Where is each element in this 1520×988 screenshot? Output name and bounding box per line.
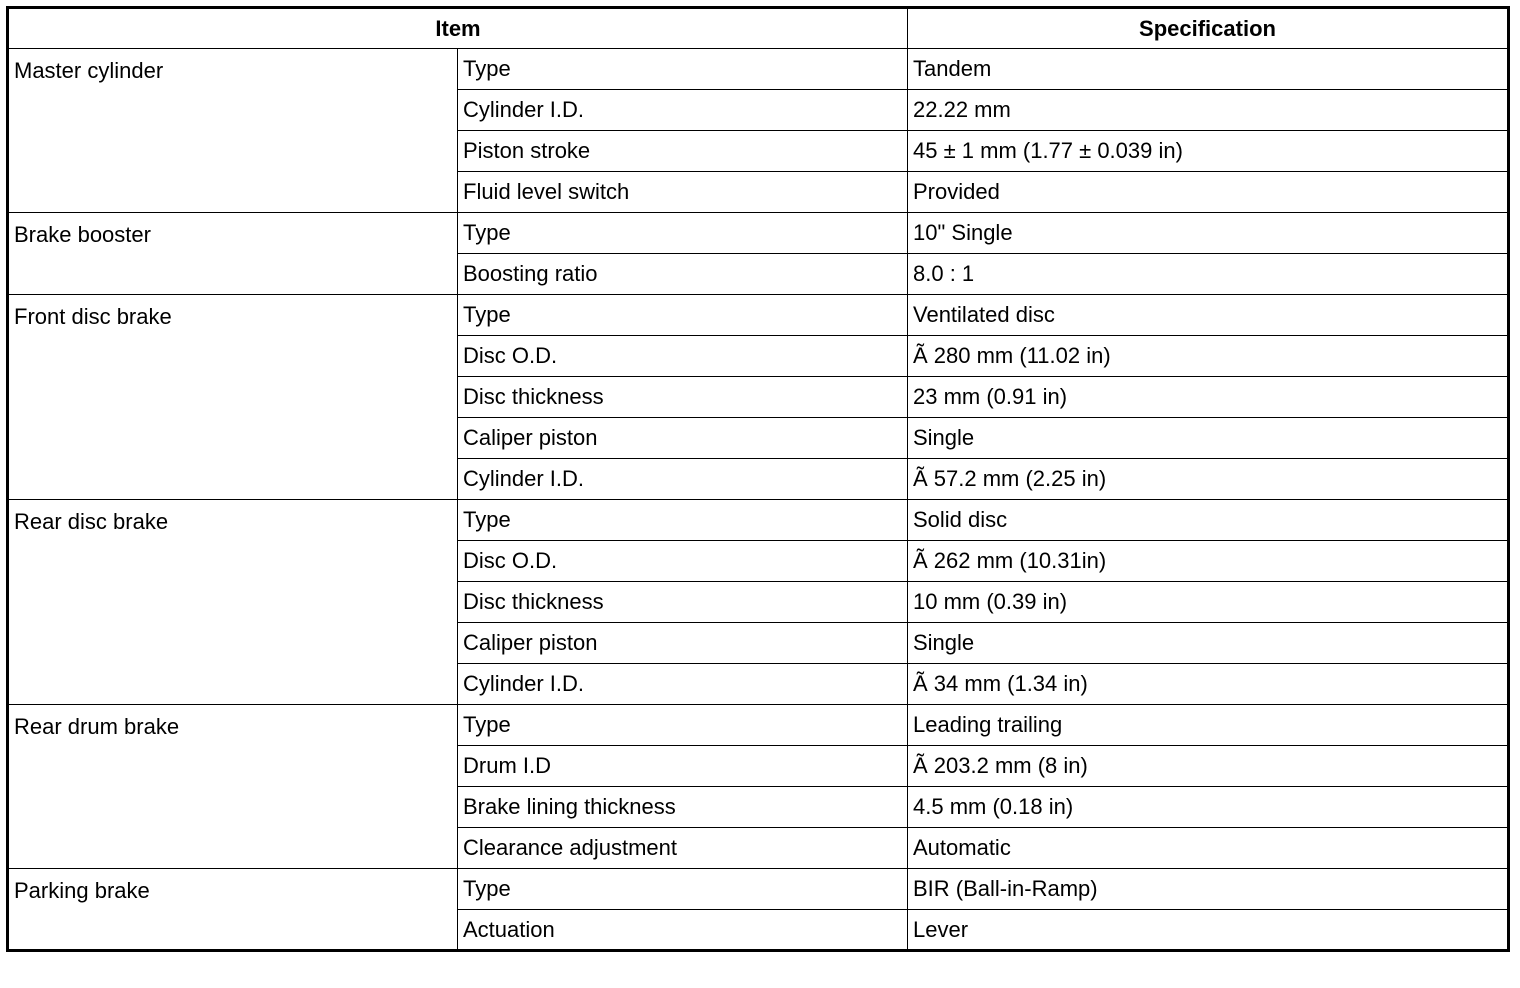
spec-body (8, 49, 1509, 951)
spec-cell: 10 mm (0.39 in) (908, 582, 1509, 623)
group-name-cell: Master cylinder (8, 49, 458, 213)
spec-cell: 22.22 mm (908, 90, 1509, 131)
group-name-cell: Parking brake (8, 869, 458, 951)
item-cell: Type (458, 500, 908, 541)
group-name-cell: Brake booster (8, 213, 458, 295)
spec-cell: Ã 57.2 mm (2.25 in) (908, 459, 1509, 500)
header-specification: Specification (908, 8, 1509, 49)
spec-cell: Ã 34 mm (1.34 in) (908, 664, 1509, 705)
item-cell: Caliper piston (458, 623, 908, 664)
table-row (8, 213, 1509, 254)
spec-cell: Tandem (908, 49, 1509, 90)
header-item: Item (8, 8, 908, 49)
spec-cell: Provided (908, 172, 1509, 213)
item-cell: Disc thickness (458, 377, 908, 418)
item-cell: Actuation (458, 910, 908, 951)
item-cell: Type (458, 213, 908, 254)
item-cell: Cylinder I.D. (458, 664, 908, 705)
spec-cell: Single (908, 623, 1509, 664)
item-cell: Type (458, 869, 908, 910)
item-cell: Caliper piston (458, 418, 908, 459)
item-cell: Cylinder I.D. (458, 90, 908, 131)
spec-table (6, 6, 1510, 952)
spec-cell: 10" Single (908, 213, 1509, 254)
item-cell: Boosting ratio (458, 254, 908, 295)
spec-cell: 8.0 : 1 (908, 254, 1509, 295)
spec-cell: Ã 262 mm (10.31in) (908, 541, 1509, 582)
group-name-cell: Rear drum brake (8, 705, 458, 869)
spec-cell: Leading trailing (908, 705, 1509, 746)
item-cell: Type (458, 49, 908, 90)
spec-cell: BIR (Ball-in-Ramp) (908, 869, 1509, 910)
spec-cell: 45 ± 1 mm (1.77 ± 0.039 in) (908, 131, 1509, 172)
item-cell: Disc O.D. (458, 336, 908, 377)
table-row (8, 869, 1509, 910)
item-cell: Disc O.D. (458, 541, 908, 582)
spec-cell: Ventilated disc (908, 295, 1509, 336)
item-cell: Clearance adjustment (458, 828, 908, 869)
item-cell: Type (458, 295, 908, 336)
item-cell: Drum I.D (458, 746, 908, 787)
item-cell: Fluid level switch (458, 172, 908, 213)
spec-cell: Single (908, 418, 1509, 459)
table-row (8, 500, 1509, 541)
item-cell: Brake lining thickness (458, 787, 908, 828)
item-cell: Piston stroke (458, 131, 908, 172)
spec-cell: Ã 280 mm (11.02 in) (908, 336, 1509, 377)
group-name-cell: Front disc brake (8, 295, 458, 500)
header-row (8, 8, 1509, 49)
item-cell: Type (458, 705, 908, 746)
table-row (8, 295, 1509, 336)
spec-cell: Lever (908, 910, 1509, 951)
item-cell: Cylinder I.D. (458, 459, 908, 500)
spec-cell: Ã 203.2 mm (8 in) (908, 746, 1509, 787)
group-name-cell: Rear disc brake (8, 500, 458, 705)
spec-cell: 4.5 mm (0.18 in) (908, 787, 1509, 828)
table-row (8, 705, 1509, 746)
table-row (8, 49, 1509, 90)
item-cell: Disc thickness (458, 582, 908, 623)
spec-cell: 23 mm (0.91 in) (908, 377, 1509, 418)
spec-cell: Solid disc (908, 500, 1509, 541)
spec-cell: Automatic (908, 828, 1509, 869)
